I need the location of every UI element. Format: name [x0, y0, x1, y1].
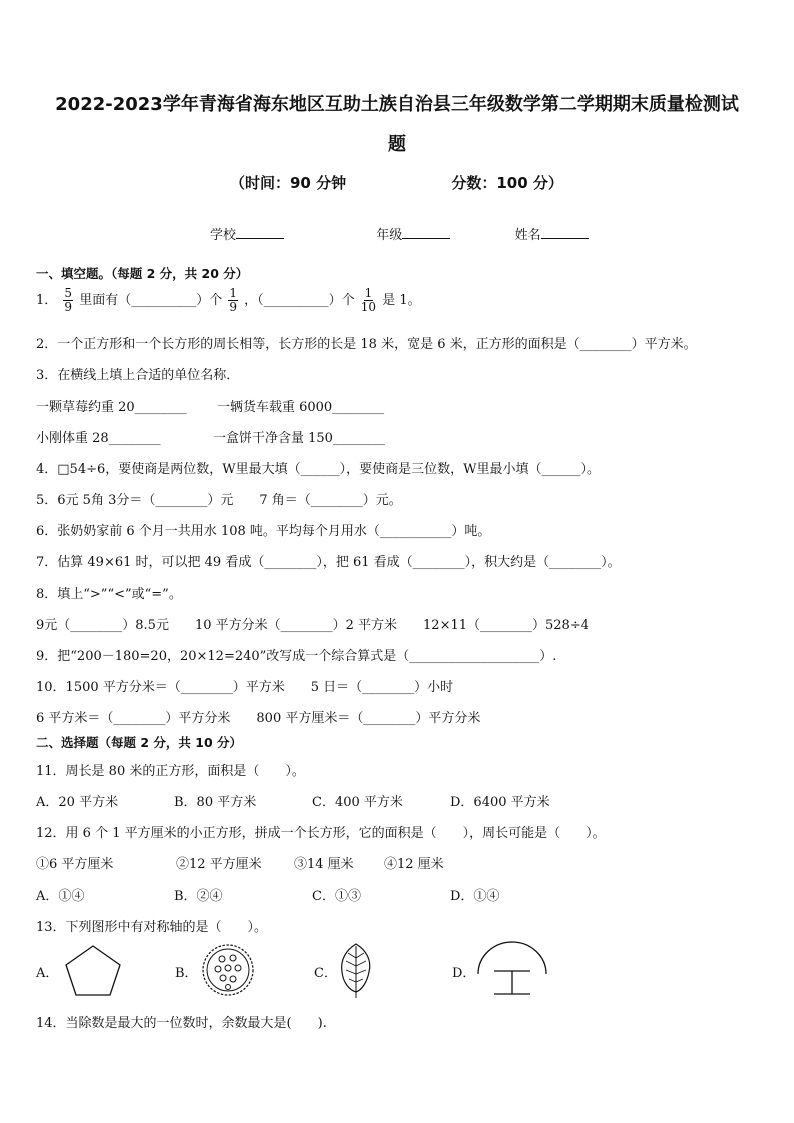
school-field[interactable] [236, 226, 284, 239]
question-7: 7．估算 49×61 时，可以把 49 看成（________），把 61 看成（________），积大约是（________）。 [36, 555, 621, 570]
item-1: ①6 平方厘米 [36, 857, 114, 872]
school-label: 学校 [210, 228, 237, 243]
fraction-denominator: 9 [229, 300, 237, 314]
q1-text-1: 里面有（__________）个 [79, 293, 223, 308]
option-d[interactable]: D．①④ [450, 889, 500, 904]
name-field[interactable] [541, 226, 589, 239]
q3b-text: 一辆货车载重 6000________ [216, 400, 385, 415]
option-b[interactable]: B．②④ [174, 889, 223, 904]
question-8-items: 9元（________）8.5元 10 平方分米（________）2 平方米 12×11（________）528÷4 [36, 618, 589, 633]
option-a-label[interactable]: A． [36, 966, 59, 981]
score-label: 分数：100 分） [451, 174, 563, 192]
question-10-a: 10．1500 平方分米＝（________）平方米 5 日＝（________）小时 [36, 680, 454, 695]
fraction-denominator: 10 [360, 300, 377, 314]
item-3: ③14 厘米 [294, 857, 354, 872]
question-5: 5．6元 5角 3分＝（________）元 7 角＝（________）元。 [36, 493, 402, 508]
question-3-b [36, 427, 385, 446]
question-3: 3．在横线上填上合适的单位名称． [36, 368, 240, 383]
fraction-denominator: 9 [64, 300, 73, 314]
item-4: ④12 厘米 [384, 857, 444, 872]
title-line-2: 题 [388, 134, 406, 155]
option-d[interactable]: D．6400 平方米 [450, 795, 550, 810]
question-1 [36, 287, 421, 314]
question-14: 14．当除数是最大的一位数时，余数最大是( ). [36, 1016, 327, 1031]
fraction-numerator: 5 [64, 286, 73, 300]
question-2: 2．一个正方形和一个长方形的周长相等，长方形的长是 18 米，宽是 6 米，正方形的面积是（________）平方米。 [36, 337, 697, 352]
option-b-label[interactable]: B． [175, 966, 198, 981]
title-line-1: 2022-2023学年青海省海东地区互助土族自治县三年级数学第二学期期末质量检测试 [55, 94, 739, 115]
fraction-numerator: 1 [364, 286, 373, 300]
fraction-1-10 [361, 287, 376, 314]
question-13: 13．下列图形中有对称轴的是（ ）。 [36, 920, 268, 935]
q1-number: 1． [36, 293, 58, 308]
q1-text-3: 是 1。 [382, 293, 421, 308]
option-d-label[interactable]: D． [452, 966, 476, 981]
time-label: （时间：90 分钟 [230, 174, 347, 192]
section-1-heading: 一、填空题。（每题 2 分，共 20 分） [36, 266, 249, 281]
question-10-b: 6 平方米＝（________）平方分米 800 平方厘米＝（________）平方分米 [36, 711, 481, 726]
name-label: 姓名 [514, 228, 541, 243]
arch-figure[interactable] [474, 938, 550, 1000]
question-12-items [36, 853, 444, 872]
question-12: 12．用 6 个 1 平方厘米的小正方形，拼成一个长方形，它的面积是（ ），周长可能是（ ）。 [36, 826, 606, 841]
option-c-label[interactable]: C． [314, 966, 337, 981]
fraction-1-9 [228, 287, 238, 314]
section-2-heading: 二、选择题（每题 2 分，共 10 分） [36, 735, 243, 750]
option-c[interactable]: C．①③ [312, 889, 361, 904]
question-11-options [36, 791, 550, 810]
question-11: 11．周长是 80 米的正方形，面积是（ ）。 [36, 764, 305, 779]
fraction-5-9 [63, 287, 73, 314]
cookie-figure[interactable] [200, 942, 256, 998]
question-3-a [36, 396, 384, 415]
q1-text-2: ，（__________）个 [244, 293, 355, 308]
leaf-figure[interactable] [336, 940, 376, 1000]
pentagon-figure[interactable] [62, 942, 124, 998]
question-4: 4．□54÷6，要使商是两位数，W里最大填（______），要使商是三位数，W里最小填（______）。 [36, 462, 600, 477]
question-12-options [36, 885, 499, 904]
question-9: 9．把“200－180=20，20×12=240”改写成一个综合算式是（____________________）. [36, 649, 557, 664]
item-2: ②12 平方厘米 [176, 857, 262, 872]
option-a[interactable]: A．①④ [36, 889, 85, 904]
question-6: 6．张奶奶家前 6 个月一共用水 108 吨。平均每个月用水（___________）吨。 [36, 524, 491, 539]
q3d-text: 一盒饼干净含量 150________ [212, 431, 385, 446]
grade-label: 年级 [376, 228, 403, 243]
option-b[interactable]: B．80 平方米 [174, 795, 257, 810]
option-a[interactable]: A．20 平方米 [36, 795, 119, 810]
fraction-numerator: 1 [229, 286, 237, 300]
q3c-text: 小刚体重 28________ [36, 431, 161, 446]
grade-field[interactable] [402, 226, 450, 239]
question-8: 8．填上“>”“<”或“=”。 [36, 587, 182, 602]
option-c[interactable]: C．400 平方米 [312, 795, 403, 810]
student-info [210, 224, 589, 243]
q3a-text: 一颗草莓约重 20________ [36, 400, 187, 415]
exam-info [230, 172, 563, 193]
